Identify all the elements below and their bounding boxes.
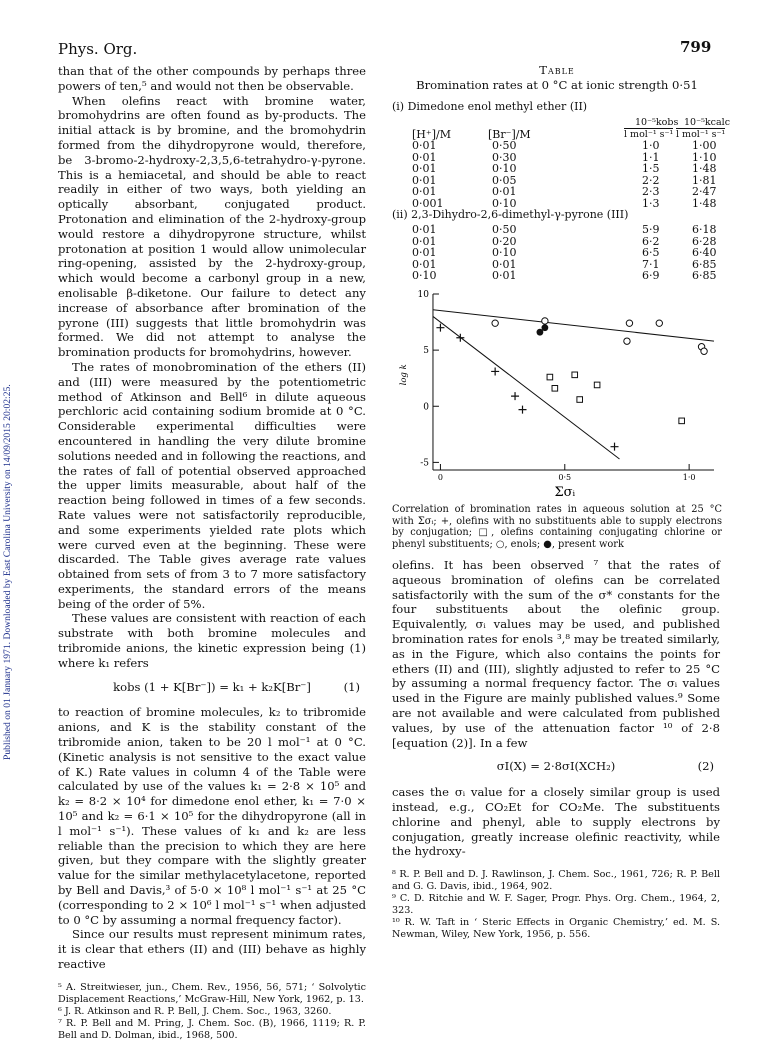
paragraph: olefins. It has been observed ⁷ that the rates of aqueous bromination of olefins can be correlated satisfactorily with the sum of the σ* constants for the four substituents about the olefinic group. Equivalently, σᵢ values may be used, and published bromination rates for enols ³,⁸ may be treated similarly, as in the Figure, which also contains the points for ethers (II) and (III), slightly adjusted to refer to 25 °C by assuming a normal frequency factor. The σᵢ values used in the Figure are mainly published values.⁹ Some are not available and were calculated from published values, by use of the attenuation factor ¹⁰ of 2·8 [equation (2)]. In a few bbox=[392, 558, 720, 750]
correlation-line bbox=[433, 310, 714, 341]
plus-point bbox=[519, 406, 527, 414]
x-tick-label: 0 bbox=[437, 473, 443, 482]
footnote: ⁸ R. P. Bell and D. J. Rawlinson, J. Chem. Soc., 1961, 726; R. P. Bell and G. G. Davis, ibid., 1964, 902. bbox=[392, 869, 720, 893]
x-axis-label: Σσᵢ bbox=[554, 485, 576, 500]
table-cell: 1·00 bbox=[692, 139, 717, 152]
plus-point bbox=[511, 392, 519, 400]
footnote: ⁹ C. D. Ritchie and W. F. Sager, Progr. Phys. Org. Chem., 1964, 2, 323. bbox=[392, 893, 720, 917]
y-tick-label: 0 bbox=[423, 402, 429, 413]
square-point bbox=[679, 418, 685, 424]
table-cell: 6·18 bbox=[692, 223, 717, 236]
x-tick-label: 0·5 bbox=[558, 473, 572, 482]
table-cell: 0·01 bbox=[412, 139, 437, 152]
y-tick-label: 10 bbox=[417, 290, 429, 300]
circle-point bbox=[624, 338, 630, 344]
square-point bbox=[572, 372, 578, 378]
table-cell: 0·001 bbox=[412, 196, 444, 210]
table-cell: 0·10 bbox=[492, 196, 517, 210]
table-cell: 0·01 bbox=[492, 269, 517, 282]
table-cell: 0·01 bbox=[492, 257, 517, 271]
table-cell: 0·01 bbox=[412, 223, 437, 236]
table-cell: 5·9 bbox=[642, 223, 660, 236]
footnote: ¹⁰ R. W. Taft in ‘ Steric Effects in Organic Chemistry,’ ed. M. S. Newman, Wiley, New York, 1956, p. 556. bbox=[392, 917, 720, 941]
table-cell: 1·81 bbox=[692, 173, 717, 187]
table-cell: 0·05 bbox=[492, 173, 517, 187]
page-number: 799 bbox=[680, 38, 712, 56]
square-point bbox=[594, 382, 600, 388]
y-tick-label: 5 bbox=[423, 346, 429, 357]
table-cell: 0·10 bbox=[412, 269, 437, 282]
figure-caption: Correlation of bromination rates in aqueous solution at 25 °C with Σσᵢ; +, olefins with no substituents able to supply electrons by conjugation; □, olefins containing conjugating chlorine or phenyl substituents; ○, enols; ●, present work bbox=[392, 504, 722, 550]
square-point bbox=[552, 385, 558, 391]
table-cell: 0·01 bbox=[412, 257, 437, 271]
table-section-1: (i) Dimedone enol methyl ether (II) bbox=[392, 100, 588, 113]
table-cell: 0·01 bbox=[412, 173, 437, 187]
y-tick-label: -5 bbox=[420, 458, 429, 469]
footnote: ⁷ R. P. Bell and M. Pring, J. Chem. Soc. (B), 1966, 1119; R. P. Bell and D. Dolman, ibid., 1968, 500. bbox=[58, 1017, 366, 1041]
circle-point bbox=[492, 320, 498, 326]
footnotes-left bbox=[58, 982, 366, 1042]
table-cell: 1·5 bbox=[642, 162, 660, 175]
table-cell: 0·20 bbox=[492, 234, 517, 248]
square-point bbox=[547, 374, 553, 380]
table-cell: 6·28 bbox=[692, 234, 717, 248]
filled-point bbox=[541, 324, 548, 331]
table-cell: 1·3 bbox=[642, 196, 660, 210]
square-point bbox=[577, 397, 583, 403]
circle-point bbox=[542, 318, 548, 324]
equation-1-text: kobs (1 + K[Br⁻]) = k₁ + k₂K[Br⁻] bbox=[113, 679, 311, 694]
table-cell: 0·01 bbox=[412, 246, 437, 259]
table-cell: 0·01 bbox=[412, 162, 437, 175]
paragraph: cases the σᵢ value for a closely similar group is used instead, e.g., CO₂Et for CO₂Me. The substituents chlorine and phenyl, able to supply electrons by conjugation, greatly increase olefinic reactivity, while the hydroxy- bbox=[392, 785, 720, 859]
table-cell: 2·3 bbox=[642, 185, 660, 198]
plus-point bbox=[491, 367, 499, 375]
x-tick-label: 1·0 bbox=[682, 473, 696, 482]
equation-2 bbox=[392, 759, 720, 774]
table-cell: 0·50 bbox=[492, 223, 517, 236]
table-section-2: (ii) 2,3-Dihydro-2,6-dimethyl-γ-pyrone (III) bbox=[392, 208, 629, 221]
table-cell: 0·30 bbox=[492, 150, 517, 164]
col-unit-kcalc: l mol⁻¹ s⁻¹ bbox=[676, 129, 726, 140]
table-cell: 0·10 bbox=[492, 246, 517, 259]
table-cell: 1·0 bbox=[642, 139, 660, 152]
equation-1 bbox=[58, 680, 366, 695]
journal-header: Phys. Org. bbox=[58, 40, 138, 58]
footnote: ⁵ A. Streitwieser, jun., Chem. Rev., 1956, 56, 571; ‘ Solvolytic Displacement Reactions,’ McGraw-Hill, New York, 1962, p. 13. bbox=[58, 981, 366, 1005]
paragraph: than that of the other compounds by perhaps three powers of ten,⁵ and would not then be observable. bbox=[58, 64, 366, 93]
right-column bbox=[392, 558, 720, 941]
table-cell: 6·9 bbox=[642, 269, 660, 282]
col-header-kobs: 10⁻⁵kobs bbox=[635, 117, 679, 128]
table-cell: 0·01 bbox=[412, 234, 437, 248]
table-cell: 6·85 bbox=[692, 269, 717, 282]
sidebar-watermark bbox=[0, 120, 18, 760]
footnotes-right bbox=[392, 869, 720, 941]
paragraph: Since our results must represent minimum rates, it is clear that ethers (II) and (III) behave as highly reactive bbox=[58, 927, 366, 972]
table-cell: 2·2 bbox=[642, 173, 660, 187]
paragraph: These values are consistent with reaction of each substrate with both bromine molecules and tribromide anions, the kinetic expression being (1) where k₁ refers bbox=[58, 611, 366, 670]
table-title-block bbox=[392, 63, 722, 93]
table-cell: 1·48 bbox=[692, 196, 717, 210]
equation-1-number: (1) bbox=[343, 679, 360, 694]
col-header-kcalc: 10⁻⁵kcalc bbox=[684, 117, 731, 128]
table-cell: 0·01 bbox=[412, 185, 437, 198]
table-cell: 7·1 bbox=[642, 257, 660, 271]
data-table bbox=[392, 98, 731, 288]
paragraph: When olefins react with bromine water, bromohydrins are often found as by-products. The initial attack is by bromine, and the bromohydrin formed from the dihydropyrone would, therefore, be 3-bromo-2-hydroxy-2,3,5,6-tetrahydro-γ-pyrone. This is a hemiacetal, and should be able to react readily in either of two ways, both yielding an optically absorbant, conjugated product. Protonation and elimination of the 2-hydroxy-group would restore a dihydropyrone structure, whilst protonation at position 1 would allow unimolecular ring-opening, assisted by the 2-hydroxy-group, which would become a carbonyl group in a new, enolisable β-diketone. Our failure to detect any increase of absorbance after bromination of the pyrone (III) suggests that little bromohydrin was formed. We did not attempt to analyse the bromination products for bromohydrins, however. bbox=[58, 93, 366, 360]
table-cell: 2·47 bbox=[692, 185, 717, 198]
y-axis-label: log k bbox=[399, 364, 409, 386]
table-title: Bromination rates at 0 °C at ionic strength 0·51 bbox=[416, 78, 698, 92]
table-label: Table bbox=[539, 63, 575, 77]
table-cell: 6·2 bbox=[642, 234, 660, 248]
footnote: ⁶ J. R. Atkinson and R. P. Bell, J. Chem. Soc., 1963, 3260. bbox=[58, 1005, 332, 1017]
col-unit-kobs: l mol⁻¹ s⁻¹ bbox=[624, 129, 674, 140]
plus-point bbox=[611, 443, 619, 451]
table-cell: 0·01 bbox=[492, 185, 517, 198]
left-column bbox=[58, 64, 366, 1042]
correlation-chart bbox=[392, 290, 722, 502]
paragraph: to reaction of bromine molecules, k₂ to tribromide anions, and K is the stability constant of the tribromide anion, taken to be 20 l mol⁻¹ at 0 °C. (Kinetic analysis is not sensitive to the exact value of K.) Rate values in column 4 of the Table were calculated by use of the values k₁ = 2·8 × 10⁵ and k₂ = 8·2 × 10⁴ for dimedone enol ether, k₁ = 7·0 × 10⁵ and k₂ = 6·1 × 10⁵ for the dihydropyrone (all in l mol⁻¹ s⁻¹). These values of k₁ and k₂ are less reliable than the precision to which they are here given, but they compare with the slightly greater value for the similar methylacetylacetone, reported by Bell and Davis,³ of 5·0 × 10⁸ l mol⁻¹ s⁻¹ at 25 °C (corresponding to 2 × 10⁶ l mol⁻¹ s⁻¹ when adjusted to 0 °C by assuming a normal frequency factor). bbox=[58, 705, 366, 927]
circle-point bbox=[656, 320, 662, 326]
sidebar-text: Published on 01 January 1971. Downloaded by East Carolina University on 14/09/2015 20:02:25. bbox=[2, 384, 13, 760]
table-cell: 1·1 bbox=[642, 150, 660, 164]
table-cell: 6·85 bbox=[692, 257, 717, 271]
col-header-h: [H⁺]/M bbox=[412, 128, 451, 141]
equation-2-text: σI(X) = 2·8σI(XCH₂) bbox=[496, 759, 616, 774]
col-header-br: [Br⁻]/M bbox=[488, 128, 531, 141]
table-cell: 6·5 bbox=[642, 246, 660, 259]
circle-point bbox=[701, 348, 707, 354]
table-cell: 0·50 bbox=[492, 139, 517, 152]
table-cell: 0·10 bbox=[492, 162, 517, 175]
table-cell: 0·01 bbox=[412, 150, 437, 164]
paragraph: The rates of monobromination of the ethers (II) and (III) were measured by the potentiometric method of Atkinson and Bell⁶ in dilute aqueous perchloric acid containing sodium bromide at 0 °C. Considerable experimental difficulties were encountered in handling the very dilute bromine solutions needed and in following the reactions, and the rates of fall of potential observed approached the upper limits measurable, about half of the reaction being followed in times of a few seconds. Rate values were not satisfactorily reproducible, and some experiments yielded rate plots which were curved even at the beginning. These were discarded. The Table gives average rate values obtained from sets of from 3 to 7 more satisfactory experiments, the standard errors of the means being of the order of 5%. bbox=[58, 359, 366, 611]
circle-point bbox=[626, 320, 632, 326]
table-cell: 1·48 bbox=[692, 162, 717, 175]
equation-2-number: (2) bbox=[697, 759, 714, 774]
table-cell: 6·40 bbox=[692, 246, 717, 259]
table-cell: 1·10 bbox=[692, 150, 717, 164]
